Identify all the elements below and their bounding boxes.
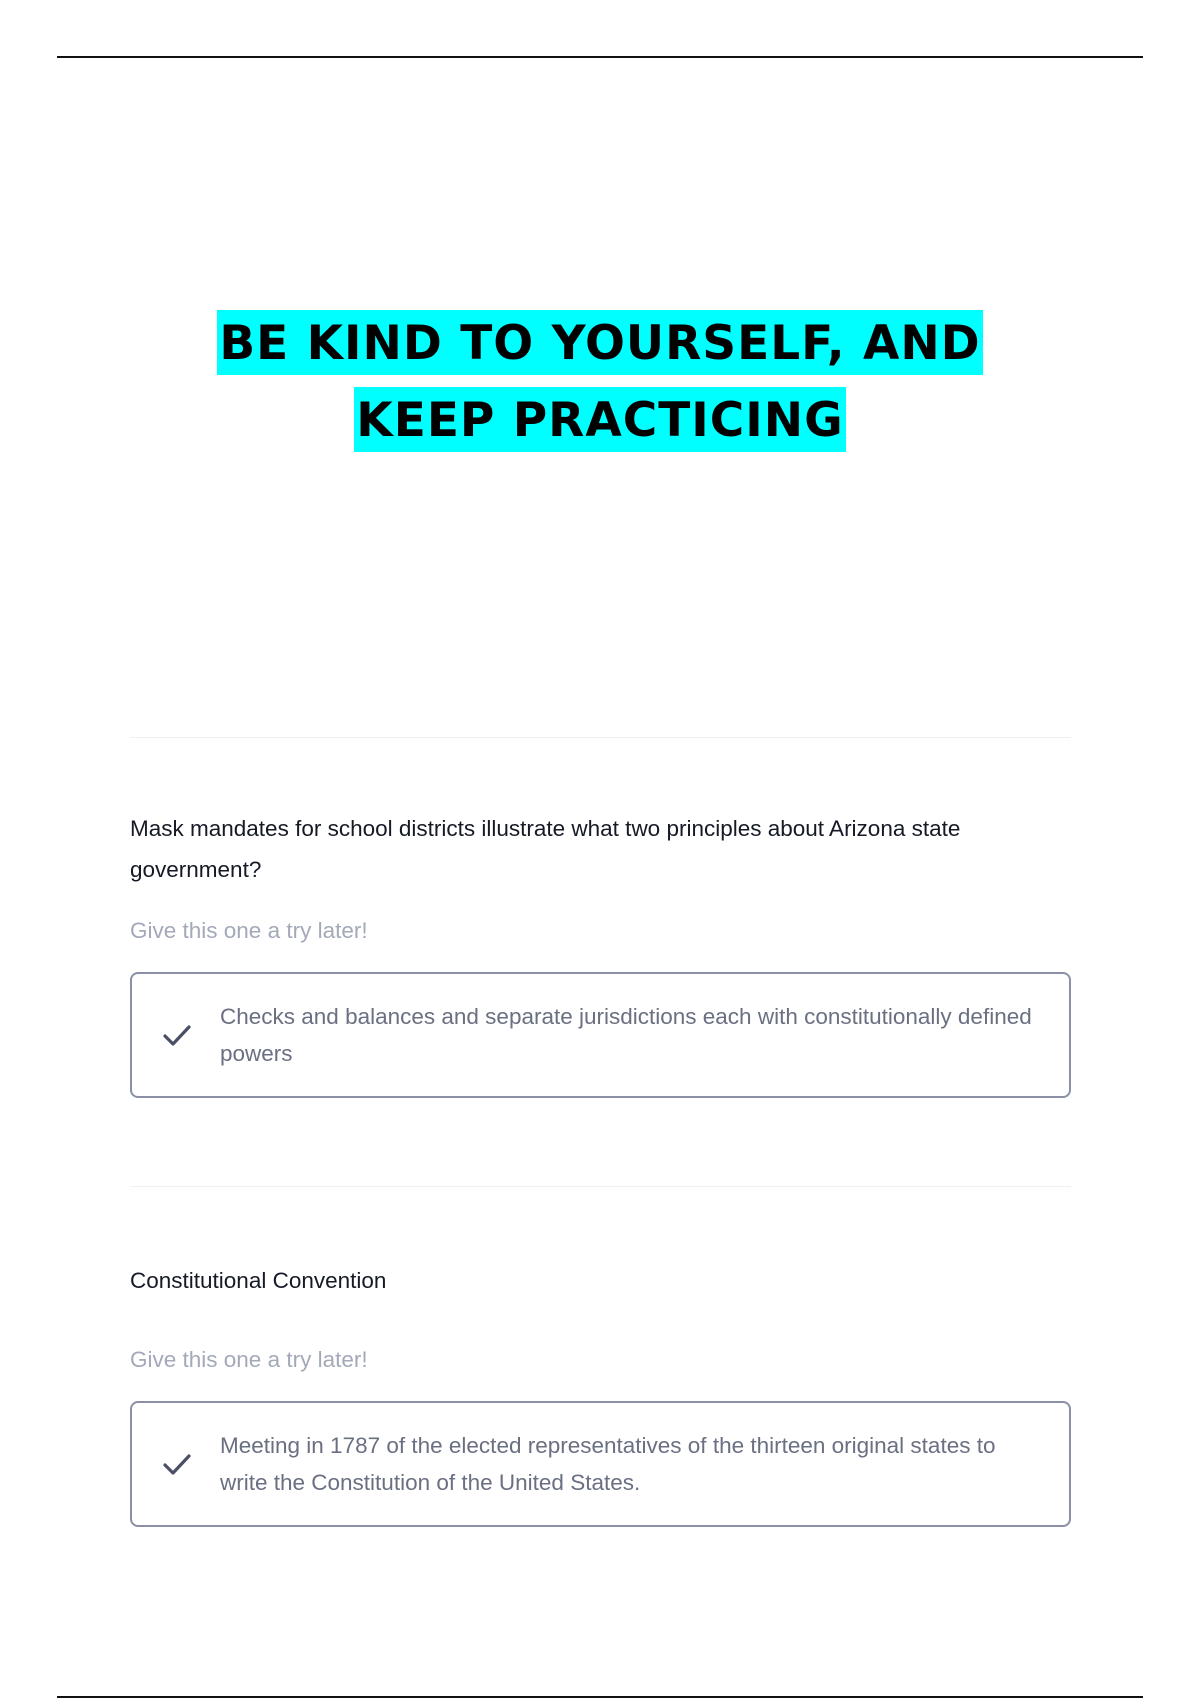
question-text: Mask mandates for school districts illustrate what two principles about Arizona state government? [130, 816, 961, 882]
answer-box[interactable] [130, 972, 1071, 1098]
answer-text: Meeting in 1787 of the elected representatives of the thirteen original states to write the Constitution of the United States. [220, 1433, 996, 1495]
section-divider [130, 737, 1071, 738]
section-divider [130, 1186, 1071, 1187]
flashcard [130, 808, 1071, 1098]
banner-line-1: BE KIND TO YOURSELF, AND [217, 310, 982, 375]
flashcard [130, 1260, 1071, 1527]
top-rule [57, 56, 1143, 58]
answer-text: Checks and balances and separate jurisdictions each with constitutionally defined powers [220, 1004, 1032, 1066]
motivational-banner [0, 305, 1200, 459]
check-icon [160, 1447, 194, 1481]
try-later-hint: Give this one a try later! [130, 1347, 368, 1372]
question-text: Constitutional Convention [130, 1268, 387, 1293]
check-icon [160, 1018, 194, 1052]
answer-box[interactable] [130, 1401, 1071, 1527]
banner-line-2: KEEP PRACTICING [354, 387, 845, 452]
try-later-hint: Give this one a try later! [130, 918, 368, 943]
bottom-rule [57, 1696, 1143, 1698]
